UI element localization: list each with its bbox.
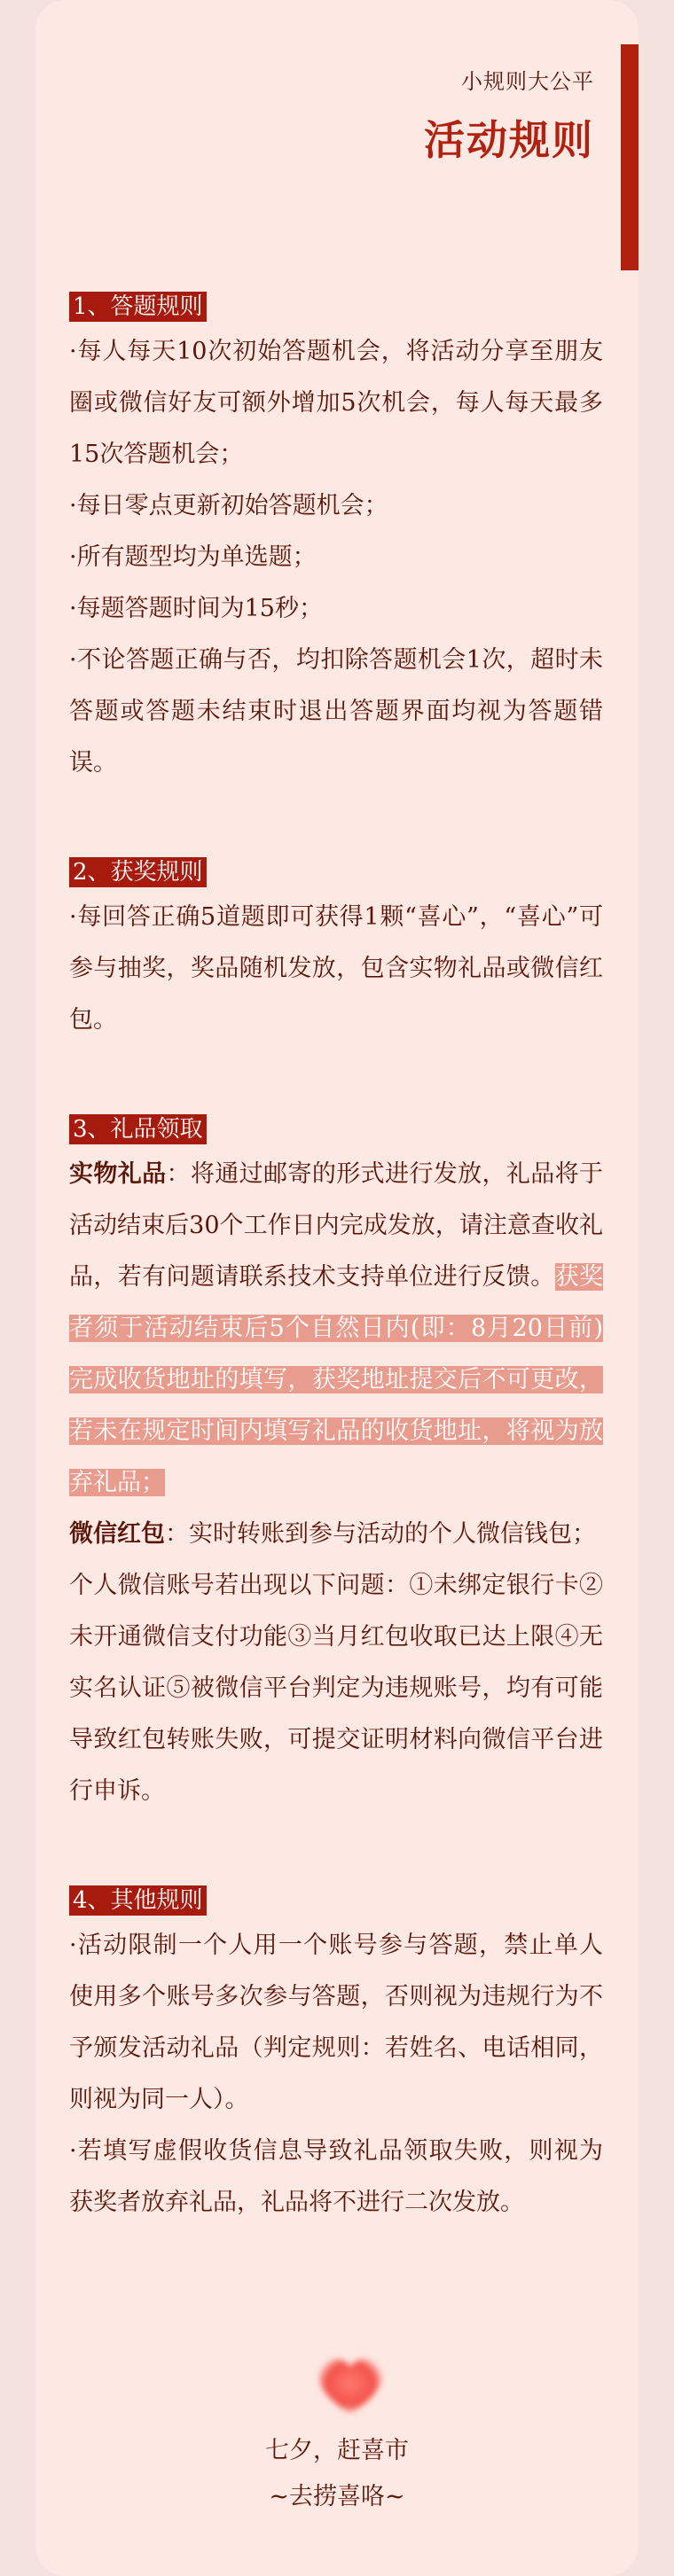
wechat-redpacket-text: ：实时转账到参与活动的个人微信钱包； [165,1520,596,1548]
rule-item: ·若填写虚假收货信息导致礼品领取失败，则视为获奖者放弃礼品，礼品将不进行二次发放。 [69,2137,603,2216]
wechat-account-note: 个人微信账号若出现以下问题：①未绑定银行卡②未开通微信支付功能③当月红包收取已达上限④无实名认证⑤被微信平台判定为违规账号，均有可能导致红包转账失败，可提交证明材料向微信平台进行申诉。 [69,1572,603,1805]
physical-gift-label: 实物礼品 [69,1160,167,1188]
rule-item: ·不论答题正确与否，均扣除答题机会1次，超时未答题或答题未结束时退出答题界面均视为答题错误。 [69,646,603,777]
rules-content [69,275,603,2229]
rule-item: ·每回答正确5道题即可获得1颗“喜心”，“喜心”可参与抽奖，奖品随机发放，包含实物礼品或微信红包。 [69,903,603,1034]
footer-tagline: ~去捞喜咯~ [269,2483,405,2510]
footer-slogan: 七夕，赶喜市 [265,2437,409,2464]
physical-gift-text: ：将通过邮寄的形式进行发放，礼品将于活动结束后30个工作日内完成发放，请注意查收礼品，若有问题请联系技术支持单位进行反馈。 [69,1160,604,1291]
section-heading-gift-claim: 3、礼品领取 [69,1114,207,1144]
section-heading-answer-rules: 1、答题规则 [69,292,207,322]
heart-icon [306,2340,395,2429]
rules-card [35,0,639,2576]
rule-item: ·所有题型均为单选题； [69,543,317,571]
rule-item: ·每题答题时间为15秒； [69,595,323,622]
physical-gift-paragraph [69,1149,603,1509]
page-title: 活动规则 [424,116,594,164]
accent-bar [621,44,639,270]
rule-item: ·每人每天10次初始答题机会，将活动分享至朋友圈或微信好友可额外增加5次机会，每人每天最多15次答题机会； [69,338,603,468]
physical-gift-highlight: 获奖者须于活动结束后5个自然日内(即：8月20日前)完成收货地址的填写，获奖地址提交后不可更改，若未在规定时间内填写礼品的收货地址，将视为放弃礼品； [69,1263,604,1496]
rule-item: ·活动限制一个人用一个账号参与答题，禁止单人使用多个账号多次参与答题，否则视为违规行为不予颁发活动礼品（判定规则：若姓名、电话相同，则视为同一人）。 [69,1932,603,2113]
rule-item: ·每日零点更新初始答题机会； [69,492,388,519]
wechat-redpacket-label: 微信红包 [69,1520,165,1548]
section-heading-other-rules: 4、其他规则 [69,1885,207,1916]
section-heading-prize-rules: 2、获奖规则 [69,857,207,887]
wechat-redpacket-paragraph [69,1509,603,1560]
page-subtitle: 小规则大公平 [461,69,594,94]
